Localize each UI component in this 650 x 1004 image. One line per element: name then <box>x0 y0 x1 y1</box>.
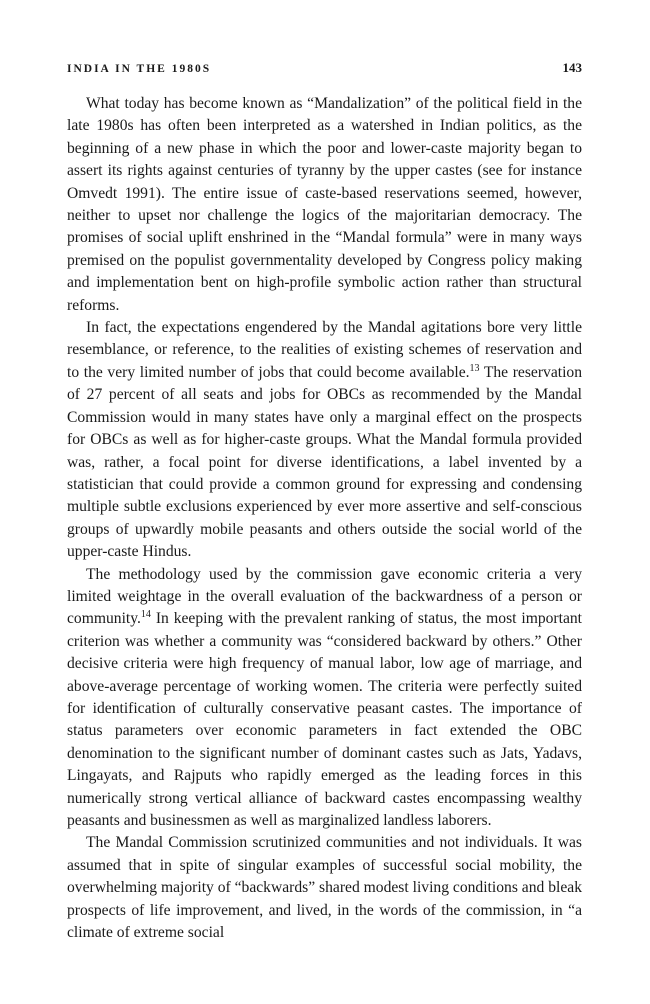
running-head <box>67 60 582 86</box>
paragraph <box>67 564 582 833</box>
paragraph-text: In fact, the expectations engendered by the Mandal agitations bore very little resemblance, or reference, to the realities of existing schemes of reservation and to the very limited number of jobs that could become available. <box>67 319 582 381</box>
running-title: INDIA IN THE 1980S <box>67 63 212 75</box>
paragraph: What today has become known as “Mandalization” of the political field in the late 1980s has often been interpreted as a watershed in Indian politics, as the beginning of a new phase in which the poor and lower-caste majority began to assert its rights against centuries of tyranny by the upper castes (see for instance Omvedt 1991). The entire issue of caste-based reservations seemed, however, neither to upset nor challenge the logics of the majoritarian democracy. The promises of social uplift enshrined in the “Mandal formula” were in many ways premised on the populist governmentality developed by Congress policy making and implementation bent on high-profile symbolic action rather than structural reforms. <box>67 95 582 314</box>
paragraph-text: The methodology used by the commission gave economic criteria a very limited weightage in the overall evaluation of the backwardness of a person or community. <box>67 565 582 628</box>
paragraph: The Mandal Commission scrutinized communities and not individuals. It was assumed that in spite of singular examples of successful social mobility, the overwhelming majority of “backwards” shared modest living conditions and bleak prospects of life improvement, and lived, in the words of the commission, in “a climate of extreme social <box>67 834 582 942</box>
paragraph <box>67 317 582 563</box>
footnote-ref: 13 <box>469 362 480 374</box>
book-page <box>67 60 582 944</box>
paragraph-text: The reservation of 27 percent of all seats and jobs for OBCs as recommended by the Mandal Commission would in many states have only a marginal effect on the prospects for OBCs as well as for higher-caste groups. What the Mandal formula provided was, rather, a focal point for diverse identifications, a label invented by a statistician that could provide a common ground for expressing and condensing multiple subtle exclusions experienced by ever more assertive and self-conscious groups of upwardly mobile peasants and others outside the social world of the upper-caste Hindus. <box>67 363 582 561</box>
page-number: 143 <box>562 60 582 75</box>
paragraph-text: In keeping with the prevalent ranking of status, the most important criterion was whether a community was “considered backward by others.” Other decisive criteria were high frequency of manual labor, low age of marriage, and above-average percentage of working women. The criteria were perfectly suited for identification of culturally conservative peasant castes. The importance of status parameters over economic parameters in fact extended the OBC denomination to the significant number of dominant castes such as Jats, Yadavs, Lingayats, and Rajputs who rapidly emerged as the leading forces in this numerically strong vertical alliance of backward castes encompassing wealthy peasants and businessmen as well as marginalized landless laborers. <box>67 610 582 829</box>
footnote-ref: 14 <box>140 609 151 621</box>
body-text <box>67 93 582 944</box>
